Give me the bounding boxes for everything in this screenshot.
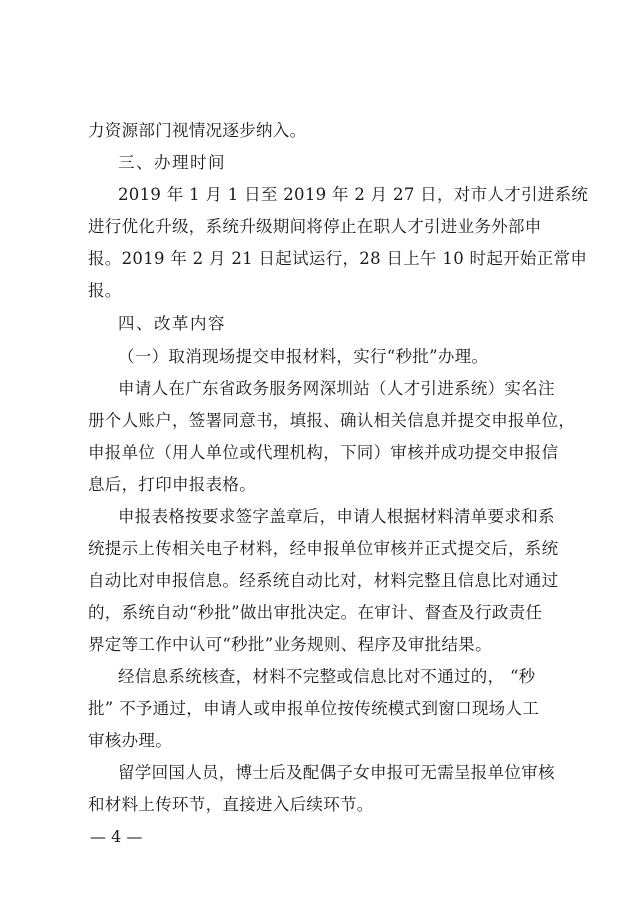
paragraph-line: 报。: [88, 281, 122, 300]
paragraph-line: 经信息系统核查，材料不完整或信息比对不通过的， “秒: [118, 667, 536, 686]
paragraph-line: 息后，打印申报表格。: [88, 475, 256, 494]
paragraph-line: 审核办理。: [88, 731, 172, 750]
paragraph-line: 2019 年 1 月 1 日至 2019 年 2 月 27 日，对市人才引进系统: [118, 185, 589, 204]
section-heading-processing-time: 三、办理时间: [118, 153, 226, 172]
paragraph-line: 和材料上传环节，直接进入后续环节。: [88, 795, 374, 814]
paragraph-line: 的，系统自动“秒批”做出审批决定。在审计、督查及行政责任: [88, 603, 543, 622]
paragraph-line: 进行优化升级，系统升级期间将停止在职人才引进业务外部申: [88, 217, 542, 236]
paragraph-line: 力资源部门视情况逐步纳入。: [88, 121, 307, 140]
paragraph-line: 申报表格按要求签字盖章后，申请人根据材料清单要求和系: [118, 507, 555, 526]
paragraph-line: 批” 不予通过，申请人或申报单位按传统模式到窗口现场人工: [88, 699, 540, 718]
paragraph-line: 统提示上传相关电子材料，经申报单位审核并正式提交后，系统: [88, 539, 559, 558]
page-number: — 4 —: [90, 827, 143, 846]
paragraph-line: 申报单位（用人单位或代理机构，下同）审核并成功提交申报信: [88, 443, 559, 462]
paragraph-line: 申请人在广东省政务服务网深圳站（人才引进系统）实名注: [118, 379, 555, 398]
section-heading-reform-content: 四、改革内容: [118, 314, 226, 333]
paragraph-line: 册个人账户，签署同意书，填报、确认相关信息并提交申报单位，: [88, 411, 576, 430]
paragraph-line: 界定等工作中认可“秒批”业务规则、程序及审批结果。: [88, 635, 492, 654]
paragraph-line: 留学回国人员，博士后及配偶子女申报可无需呈报单位审核: [118, 763, 555, 782]
subsection-heading: （一）取消现场提交申报材料，实行“秒批”办理。: [118, 347, 489, 366]
paragraph-line: 自动比对申报信息。经系统自动比对，材料完整且信息比对通过: [88, 571, 559, 590]
paragraph-line: 报。2019 年 2 月 21 日起试运行，28 日上午 10 时起开始正常申: [88, 249, 588, 268]
